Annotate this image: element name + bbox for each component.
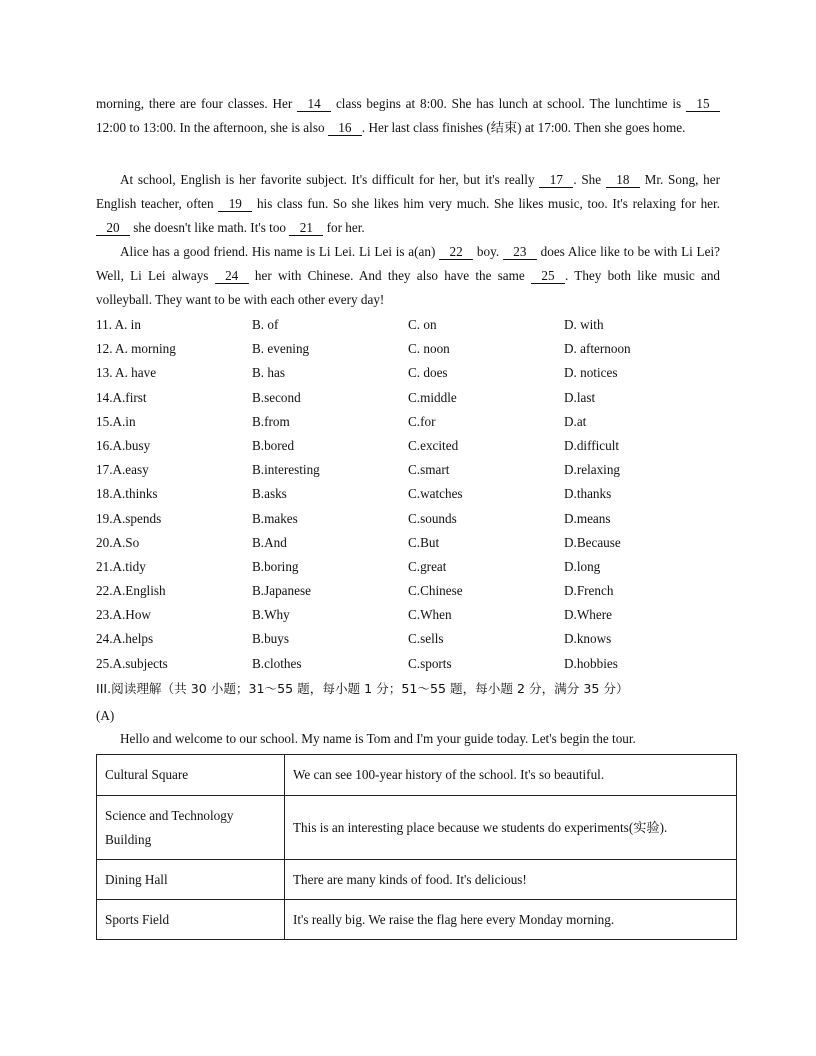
- blank-24: 24: [215, 268, 249, 284]
- option-a: 25.A.subjects: [96, 655, 168, 671]
- option-d: D.French: [564, 583, 614, 599]
- question-options-row: [96, 531, 720, 555]
- tour-place-cell: Sports Field: [97, 900, 285, 940]
- blank-25: 25: [531, 268, 565, 284]
- option-a: 22.A.English: [96, 583, 166, 599]
- tour-description-cell: There are many kinds of food. It's delicious!: [285, 860, 737, 900]
- option-c: C.When: [408, 607, 452, 623]
- passage-text: her with Chinese. And they also have the same: [248, 268, 531, 284]
- option-b: B.buys: [252, 631, 290, 647]
- passage-text: class begins at 8:00. She has lunch at school. The lunchtime is: [331, 96, 686, 111]
- passage-text: At school, English is her favorite subject. It's difficult for her, but it's really: [120, 172, 540, 187]
- blank-23: 23: [503, 244, 537, 260]
- blank-22: 22: [439, 244, 473, 260]
- section-sub-label: (A): [96, 708, 115, 723]
- question-options-row: [96, 313, 720, 337]
- question-options-row: [96, 482, 720, 506]
- question-options-row: [96, 627, 720, 651]
- blank-14: 14: [297, 96, 331, 112]
- option-c: C.sounds: [408, 510, 457, 526]
- tour-place-cell: Cultural Square: [97, 755, 285, 796]
- tour-table: [96, 754, 737, 940]
- option-a: 18.A.thinks: [96, 486, 158, 502]
- question-options-row: [96, 458, 720, 482]
- option-d: D.difficult: [564, 437, 620, 453]
- tour-table-row: [97, 900, 737, 940]
- option-a: 16.A.busy: [96, 437, 151, 453]
- question-options-row: [96, 579, 720, 603]
- option-d: D. with: [564, 317, 604, 332]
- tour-place-cell: Dining Hall: [97, 860, 285, 900]
- tour-description-cell: This is an interesting place because we students do experiments(实验).: [285, 796, 737, 860]
- option-b: B.Why: [252, 607, 290, 623]
- option-b: B.bored: [252, 437, 295, 453]
- option-c: C.But: [408, 534, 440, 550]
- question-options-row: [96, 652, 720, 676]
- question-options-row: [96, 410, 720, 434]
- option-b: B.from: [252, 413, 290, 429]
- option-a: 24.A.helps: [96, 631, 154, 647]
- passage-text: . She: [573, 172, 606, 187]
- option-b: B.clothes: [252, 655, 302, 671]
- option-b: B.asks: [252, 486, 287, 502]
- option-c: C.watches: [408, 486, 463, 502]
- option-d: D.thanks: [564, 486, 612, 502]
- passage-text: Alice has a good friend. His name is Li Lei. Li Lei is a(an): [120, 244, 440, 259]
- section-heading: III.阅读理解（共 30 小题；31～55 题，每小题 1 分；51～55 题，每小题 2 分，满分 35 分）: [96, 681, 629, 696]
- passage-paragraph-2: [96, 168, 720, 241]
- option-d: D.at: [564, 413, 587, 429]
- option-d: D.hobbies: [564, 655, 618, 671]
- tour-table-row: [97, 860, 737, 900]
- question-options-row: [96, 434, 720, 458]
- blank-17: 17: [539, 172, 573, 188]
- passage-text: for her.: [323, 220, 365, 236]
- blank-21: 21: [289, 220, 323, 236]
- option-a: 13. A. have: [96, 365, 157, 381]
- tour-table-row: [97, 755, 737, 796]
- option-c: C. noon: [408, 341, 450, 357]
- option-b: B.Japanese: [252, 583, 311, 599]
- option-c: C. on: [408, 317, 437, 332]
- question-options-row: [96, 555, 720, 579]
- option-b: B.boring: [252, 558, 299, 574]
- option-a: 21.A.tidy: [96, 558, 146, 574]
- option-c: C.great: [408, 558, 447, 574]
- option-d: D.means: [564, 510, 611, 526]
- option-c: C.sells: [408, 631, 444, 647]
- passage-text: morning, there are four classes. Her: [96, 96, 298, 111]
- tour-description-cell: It's really big. We raise the flag here every Monday morning.: [285, 900, 737, 940]
- tour-table-row: [97, 796, 737, 860]
- option-b: B.makes: [252, 510, 298, 526]
- options-list: [96, 313, 720, 676]
- blank-20: 20: [96, 220, 130, 236]
- option-b: B. of: [252, 317, 279, 332]
- option-a: 12. A. morning: [96, 341, 176, 357]
- question-options-row: [96, 386, 720, 410]
- passage-text: she doesn't like math. It's too: [130, 220, 290, 236]
- passage-text: . They both like music and volleyball. They want to be with each other every day!: [96, 268, 721, 308]
- option-b: B. has: [252, 365, 285, 381]
- passage-text: Mr. Song, her English teacher, often: [96, 172, 721, 212]
- option-d: D. afternoon: [564, 341, 631, 357]
- option-c: C. does: [408, 365, 448, 381]
- option-d: D.Because: [564, 534, 621, 550]
- option-b: B.And: [252, 534, 287, 550]
- blank-18: 18: [606, 172, 640, 188]
- option-c: C.Chinese: [408, 583, 463, 599]
- passage-text: his class fun. So she likes him very much. She likes music, too. It's relaxing for her.: [252, 196, 720, 212]
- question-options-row: [96, 337, 720, 361]
- blank-15: 15: [686, 96, 720, 112]
- passage-text: 12:00 to 13:00. In the afternoon, she is also: [96, 120, 328, 136]
- option-c: C.smart: [408, 462, 450, 478]
- option-a: 14.A.first: [96, 389, 147, 405]
- question-options-row: [96, 361, 720, 385]
- option-d: D.knows: [564, 631, 612, 647]
- tour-place-cell: Science and Technology Building: [97, 796, 285, 860]
- passage-paragraph-1: [96, 92, 720, 140]
- reading-intro: Hello and welcome to our school. My name is Tom and I'm your guide today. Let's begin the tour.: [120, 731, 636, 746]
- blank-19: 19: [218, 196, 252, 212]
- option-d: D.long: [564, 558, 601, 574]
- option-d: D.Where: [564, 607, 612, 623]
- option-c: C.for: [408, 413, 436, 429]
- blank-16: 16: [328, 120, 362, 136]
- option-b: B. evening: [252, 341, 310, 357]
- option-a: 23.A.How: [96, 607, 151, 623]
- option-c: C.excited: [408, 437, 459, 453]
- option-a: 11. A. in: [96, 317, 141, 332]
- option-b: B.second: [252, 389, 301, 405]
- option-b: B.interesting: [252, 462, 320, 478]
- passage-text: does Alice like to be with Li Lei? Well, Li Lei always: [96, 244, 720, 284]
- option-c: C.sports: [408, 655, 452, 671]
- option-a: 19.A.spends: [96, 510, 162, 526]
- option-a: 15.A.in: [96, 413, 136, 429]
- option-c: C.middle: [408, 389, 457, 405]
- passage-text: boy.: [473, 244, 503, 259]
- option-a: 17.A.easy: [96, 462, 149, 478]
- passage-text: . Her last class finishes (结束) at 17:00. Then she goes home.: [361, 120, 686, 136]
- tour-description-cell: We can see 100-year history of the school. It's so beautiful.: [285, 755, 737, 796]
- option-a: 20.A.So: [96, 534, 140, 550]
- option-d: D.relaxing: [564, 462, 621, 478]
- option-d: D.last: [564, 389, 596, 405]
- question-options-row: [96, 507, 720, 531]
- question-options-row: [96, 603, 720, 627]
- option-d: D. notices: [564, 365, 618, 381]
- passage-paragraph-3: [96, 240, 720, 313]
